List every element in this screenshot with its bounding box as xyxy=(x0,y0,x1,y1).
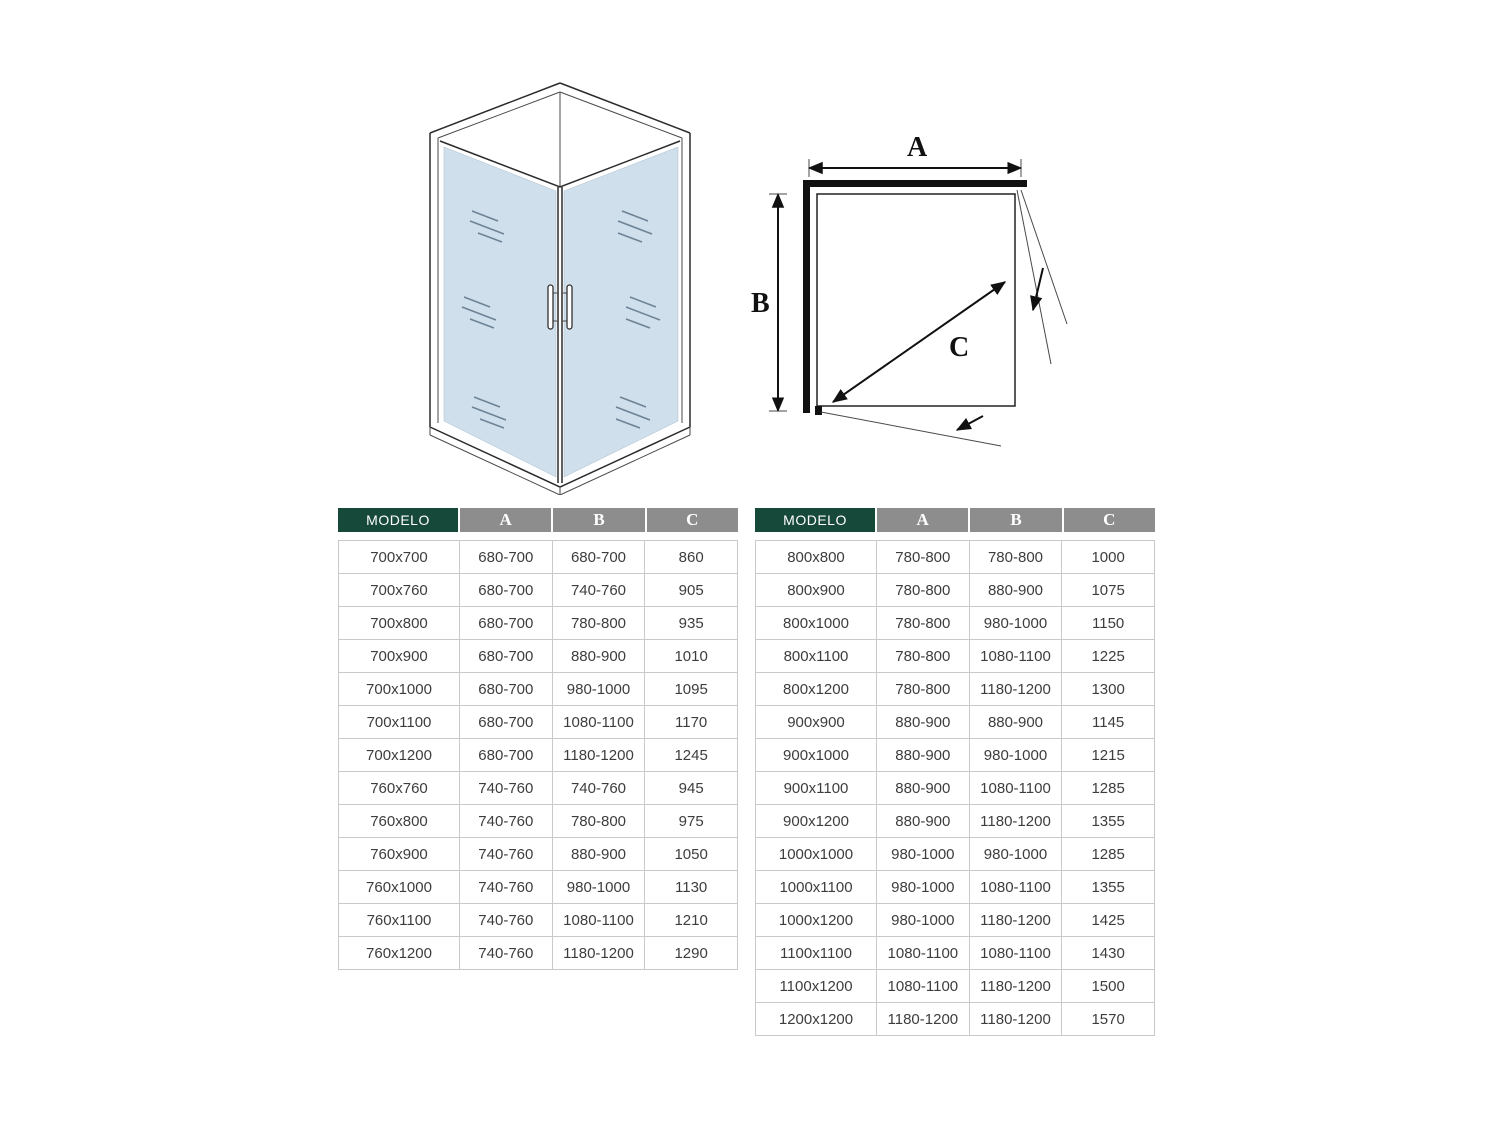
dimension-cell: 740-760 xyxy=(460,871,553,904)
table-header xyxy=(755,508,1155,532)
dimension-cell: 1210 xyxy=(645,904,738,937)
table-row xyxy=(756,574,1155,607)
dimension-cell: 1080-1100 xyxy=(552,706,645,739)
table-row xyxy=(756,871,1155,904)
dimension-cell: 880-900 xyxy=(552,838,645,871)
dimension-cell: 1010 xyxy=(645,640,738,673)
dimension-cell: 780-800 xyxy=(877,607,970,640)
table-row xyxy=(339,673,738,706)
dimension-cell: 1145 xyxy=(1062,706,1155,739)
model-cell: 800x1200 xyxy=(756,673,877,706)
dimension-cell: 1180-1200 xyxy=(969,805,1062,838)
table-header xyxy=(338,508,738,532)
dimension-cell: 740-760 xyxy=(460,838,553,871)
table-body xyxy=(338,540,738,970)
model-cell: 1100x1200 xyxy=(756,970,877,1003)
dimension-cell: 1080-1100 xyxy=(969,640,1062,673)
dimension-cell: 780-800 xyxy=(552,607,645,640)
table-row xyxy=(339,607,738,640)
dimension-cell: 1080-1100 xyxy=(969,772,1062,805)
table-row xyxy=(756,1003,1155,1036)
dimension-cell: 1180-1200 xyxy=(969,970,1062,1003)
left-wall xyxy=(803,187,810,413)
dimension-cell: 1095 xyxy=(645,673,738,706)
dimension-cell: 1430 xyxy=(1062,937,1155,970)
dimension-cell: 860 xyxy=(645,541,738,574)
model-cell: 900x1200 xyxy=(756,805,877,838)
model-cell: 800x800 xyxy=(756,541,877,574)
dimension-cell: 880-900 xyxy=(877,805,970,838)
dimension-cell: 975 xyxy=(645,805,738,838)
dimension-cell: 880-900 xyxy=(969,574,1062,607)
dim-label-c: C xyxy=(949,332,970,363)
dimension-cell: 1075 xyxy=(1062,574,1155,607)
dimension-cell: 740-760 xyxy=(460,937,553,970)
dimension-cell: 1285 xyxy=(1062,838,1155,871)
table-row xyxy=(756,607,1155,640)
dimension-cell: 1215 xyxy=(1062,739,1155,772)
dimension-cell: 1225 xyxy=(1062,640,1155,673)
model-cell: 900x1100 xyxy=(756,772,877,805)
dimension-cell: 980-1000 xyxy=(877,871,970,904)
dimension-cell: 945 xyxy=(645,772,738,805)
dimensions-table-left xyxy=(338,508,738,970)
dimension-cell: 1080-1100 xyxy=(877,937,970,970)
dimension-cell: 1080-1100 xyxy=(552,904,645,937)
dimension-cell: 880-900 xyxy=(877,706,970,739)
dimension-cell: 780-800 xyxy=(877,640,970,673)
dimension-cell: 680-700 xyxy=(460,541,553,574)
table-row xyxy=(756,970,1155,1003)
dimension-cell: 880-900 xyxy=(877,772,970,805)
table-row xyxy=(339,838,738,871)
table-row xyxy=(339,904,738,937)
dimension-cell: 1355 xyxy=(1062,805,1155,838)
dimension-cell: 1180-1200 xyxy=(552,739,645,772)
dimension-cell: 880-900 xyxy=(877,739,970,772)
model-cell: 760x1200 xyxy=(339,937,460,970)
door-swing-lines xyxy=(815,190,1067,446)
col-header-a: A xyxy=(877,508,968,532)
table-row xyxy=(339,640,738,673)
col-header-a: A xyxy=(460,508,551,532)
top-view-dimension-diagram xyxy=(745,128,1075,473)
model-cell: 1200x1200 xyxy=(756,1003,877,1036)
model-cell: 800x1100 xyxy=(756,640,877,673)
dimension-cell: 1170 xyxy=(645,706,738,739)
dimension-cell: 780-800 xyxy=(969,541,1062,574)
dimension-cell: 935 xyxy=(645,607,738,640)
dimension-cell: 1180-1200 xyxy=(969,1003,1062,1036)
table-row xyxy=(756,640,1155,673)
model-cell: 700x800 xyxy=(339,607,460,640)
door-handles xyxy=(548,285,572,329)
dimension-cell: 780-800 xyxy=(877,541,970,574)
dimension-cell: 1300 xyxy=(1062,673,1155,706)
dimension-cell: 1245 xyxy=(645,739,738,772)
dimension-cell: 905 xyxy=(645,574,738,607)
shower-enclosure-3d-drawing xyxy=(420,75,720,495)
model-cell: 760x800 xyxy=(339,805,460,838)
table-row xyxy=(339,937,738,970)
dimension-cell: 680-700 xyxy=(460,607,553,640)
model-cell: 700x900 xyxy=(339,640,460,673)
dimension-cell: 1180-1200 xyxy=(877,1003,970,1036)
table-row xyxy=(756,541,1155,574)
table-row xyxy=(339,871,738,904)
model-cell: 1000x1200 xyxy=(756,904,877,937)
model-cell: 700x1100 xyxy=(339,706,460,739)
model-cell: 1100x1100 xyxy=(756,937,877,970)
dimension-cell: 1180-1200 xyxy=(552,937,645,970)
dimension-cell: 680-700 xyxy=(460,574,553,607)
table-row xyxy=(339,574,738,607)
dimension-cell: 1050 xyxy=(645,838,738,871)
dimension-cell: 980-1000 xyxy=(877,904,970,937)
table-row xyxy=(339,805,738,838)
col-header-b: B xyxy=(970,508,1061,532)
dimension-cell: 740-760 xyxy=(460,772,553,805)
dimension-cell: 680-700 xyxy=(552,541,645,574)
table-row xyxy=(756,805,1155,838)
dimension-cell: 980-1000 xyxy=(552,673,645,706)
dimensions-table-right xyxy=(755,508,1155,1036)
col-header-b: B xyxy=(553,508,644,532)
model-cell: 760x1100 xyxy=(339,904,460,937)
dim-label-b: B xyxy=(751,288,770,319)
dimension-cell: 980-1000 xyxy=(969,739,1062,772)
dimension-cell: 980-1000 xyxy=(552,871,645,904)
model-cell: 700x760 xyxy=(339,574,460,607)
tray-top-edge xyxy=(430,427,690,487)
table-row xyxy=(339,739,738,772)
table-row xyxy=(756,739,1155,772)
dimension-cell: 1180-1200 xyxy=(969,904,1062,937)
table-row xyxy=(756,772,1155,805)
table-row xyxy=(756,937,1155,970)
dimension-cell: 780-800 xyxy=(877,574,970,607)
dimension-cell: 880-900 xyxy=(552,640,645,673)
left-glass-door xyxy=(444,147,556,477)
model-cell: 760x760 xyxy=(339,772,460,805)
dimension-cell: 1285 xyxy=(1062,772,1155,805)
dimension-cell: 1150 xyxy=(1062,607,1155,640)
dimension-cell: 740-760 xyxy=(552,574,645,607)
dimension-cell: 680-700 xyxy=(460,739,553,772)
dimension-cell: 980-1000 xyxy=(969,607,1062,640)
model-cell: 700x700 xyxy=(339,541,460,574)
dimension-cell: 1570 xyxy=(1062,1003,1155,1036)
enclosure-footprint xyxy=(817,194,1015,406)
dimension-cell: 680-700 xyxy=(460,673,553,706)
center-door-edge xyxy=(558,187,562,483)
dimension-cell: 740-760 xyxy=(460,904,553,937)
model-cell: 760x1000 xyxy=(339,871,460,904)
model-cell: 700x1200 xyxy=(339,739,460,772)
dimension-cell: 980-1000 xyxy=(969,838,1062,871)
right-glass-door xyxy=(564,147,678,477)
dimension-cell: 1080-1100 xyxy=(969,937,1062,970)
model-cell: 900x1000 xyxy=(756,739,877,772)
dim-label-a: A xyxy=(907,132,928,163)
model-cell: 800x900 xyxy=(756,574,877,607)
table-row xyxy=(339,541,738,574)
dimension-cell: 780-800 xyxy=(552,805,645,838)
tray-bottom-edge xyxy=(430,427,690,495)
model-cell: 760x900 xyxy=(339,838,460,871)
dimension-cell: 980-1000 xyxy=(877,838,970,871)
col-header-c: C xyxy=(1064,508,1155,532)
model-cell: 700x1000 xyxy=(339,673,460,706)
model-cell: 1000x1100 xyxy=(756,871,877,904)
dimension-cell: 740-760 xyxy=(552,772,645,805)
dimension-cell: 1080-1100 xyxy=(969,871,1062,904)
table-body xyxy=(755,540,1155,1036)
dimension-cell: 1130 xyxy=(645,871,738,904)
model-cell: 800x1000 xyxy=(756,607,877,640)
dimension-cell: 1080-1100 xyxy=(877,970,970,1003)
dimension-cell: 780-800 xyxy=(877,673,970,706)
table-row xyxy=(339,772,738,805)
col-header-modelo: MODELO xyxy=(755,508,875,532)
dimension-cell: 1355 xyxy=(1062,871,1155,904)
col-header-modelo: MODELO xyxy=(338,508,458,532)
col-header-c: C xyxy=(647,508,738,532)
dimension-cell: 680-700 xyxy=(460,706,553,739)
dimension-cell: 1425 xyxy=(1062,904,1155,937)
model-cell: 900x900 xyxy=(756,706,877,739)
dimension-cell: 1290 xyxy=(645,937,738,970)
dimension-cell: 1500 xyxy=(1062,970,1155,1003)
model-cell: 1000x1000 xyxy=(756,838,877,871)
table-row xyxy=(756,706,1155,739)
dim-arrow-c xyxy=(833,282,1005,402)
dimension-cell: 1000 xyxy=(1062,541,1155,574)
top-wall xyxy=(803,180,1027,187)
table-row xyxy=(339,706,738,739)
table-row xyxy=(756,904,1155,937)
table-row xyxy=(756,838,1155,871)
dimension-cell: 680-700 xyxy=(460,640,553,673)
table-row xyxy=(756,673,1155,706)
dimension-cell: 880-900 xyxy=(969,706,1062,739)
dimension-cell: 740-760 xyxy=(460,805,553,838)
dimension-cell: 1180-1200 xyxy=(969,673,1062,706)
